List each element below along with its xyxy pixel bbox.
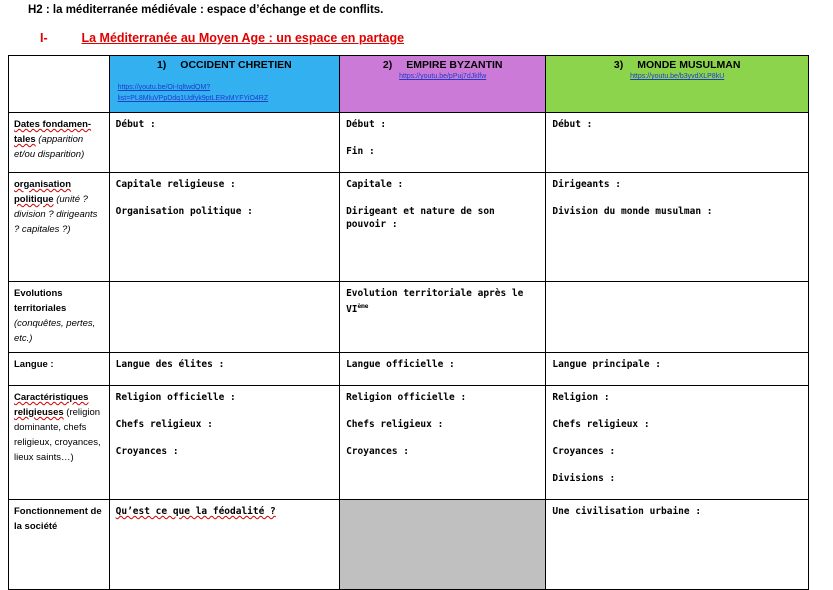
cell-dates-islam[interactable] [546,113,809,173]
row-label: Dates fondamen-tales [14,119,92,145]
field-label: Langue principale : [552,359,662,370]
field-label: Religion officielle : [346,392,467,403]
cell-langue-byzance[interactable] [340,353,546,386]
header-num: 3) [613,59,624,71]
field-label: Chefs religieux : [346,419,444,430]
row-hint: (conquêtes, pertes, etc.) [14,318,96,344]
field-label: Dirigeants : [552,179,621,190]
field-label: Division du monde musulman : [552,206,713,217]
cell-rel-islam[interactable] [546,386,809,500]
row-label-langue [9,353,110,386]
row-label: organisation politique [14,179,72,205]
corner-cell [9,56,110,113]
field-label: Chefs religieux : [552,419,650,430]
row-label-religion [9,386,110,500]
header-byzance [340,56,546,113]
cell-dates-occident[interactable] [109,113,339,173]
doc-title: H2 : la méditerranée médiévale : espace d’échange et de conflits. [28,4,384,16]
field-label: Organisation politique : [115,206,253,217]
field-label: Fin : [346,146,375,157]
cell-org-islam[interactable] [546,173,809,282]
cell-langue-islam[interactable] [546,353,809,386]
row-label-evolutions [9,282,110,353]
field-label: Croyances : [115,446,179,457]
field-label: Début : [552,119,593,130]
header-occident [109,56,339,113]
cell-org-byzance[interactable] [340,173,546,282]
header-row [9,56,809,113]
cell-fonc-islam[interactable] [546,500,809,590]
cell-fonc-occident[interactable] [109,500,339,590]
header-num: 2) [382,59,393,71]
field-label: Divisions : [552,473,616,484]
row-langue [9,353,809,386]
field-label: Début : [346,119,387,130]
cell-dates-byzance[interactable] [340,113,546,173]
row-dates [9,113,809,173]
row-label-dates [9,113,110,173]
superscript: ème [357,303,369,310]
cell-rel-occident[interactable] [109,386,339,500]
field-label: Religion : [552,392,610,403]
field-label: Croyances : [552,446,616,457]
row-label: Fonctionnement de la société [14,506,102,532]
row-hint: (apparition et/ou disparition) [14,134,85,160]
row-religion [9,386,809,500]
row-label: Evolutions territoriales [14,288,67,314]
field-label: Chefs religieux : [115,419,213,430]
row-label: Langue : [14,359,54,370]
cell-evo-islam[interactable] [546,282,809,353]
cell-fonc-byzance-greyed [340,500,546,590]
section-heading [40,31,404,45]
header-label: OCCIDENT CHRETIEN [180,59,292,71]
field-label: Croyances : [346,446,409,457]
section-title: La Méditerranée au Moyen Age : un espace en partage [81,31,405,45]
section-number: I- [40,31,48,45]
video-link-occident[interactable]: https://youtu.be/Oi-IqltwdQM?list=PL8MluVPpDdq1Udfyk9ptLERxMYFYiO4RZ [117,84,269,102]
row-label: Caractéristiques religieuses [14,392,89,418]
field-label: Langue des élites : [115,359,225,370]
cell-evo-byzance[interactable] [340,282,546,353]
cell-evo-occident[interactable] [109,282,339,353]
row-fonctionnement [9,500,809,590]
comparison-table [8,55,809,590]
field-label: Religion officielle : [115,392,236,403]
field-label: Début : [115,119,156,130]
field-label: Evolution territoriale après le VI [346,288,524,316]
row-evolutions [9,282,809,353]
row-label-fonctionnement [9,500,110,590]
row-organisation [9,173,809,282]
row-hint: (religion dominante, chefs religieux, croyances, lieux saints…) [14,407,101,463]
header-label: EMPIRE BYZANTIN [406,59,503,71]
header-label: MONDE MUSULMAN [637,59,741,71]
header-num: 1) [156,59,167,71]
field-label: Une civilisation urbaine : [552,506,702,517]
cell-org-occident[interactable] [109,173,339,282]
row-hint: (unité ? division ? dirigeants ? capitales ?) [14,194,98,235]
cell-langue-occident[interactable] [109,353,339,386]
field-label: Langue officielle : [346,359,455,370]
header-islam [546,56,809,113]
video-link-byzance[interactable]: https://youtu.be/pPuj7dJklfw [399,73,487,80]
video-link-islam[interactable]: https://youtu.be/b3yvdXLP8kU [630,73,725,80]
row-label-organisation [9,173,110,282]
field-label: Dirigeant et nature de son pouvoir : [346,206,495,230]
field-label: Capitale religieuse : [115,179,236,190]
cell-rel-byzance[interactable] [340,386,546,500]
field-label: Capitale : [346,179,404,190]
field-label: Qu’est ce que la féodalité ? [115,506,276,517]
